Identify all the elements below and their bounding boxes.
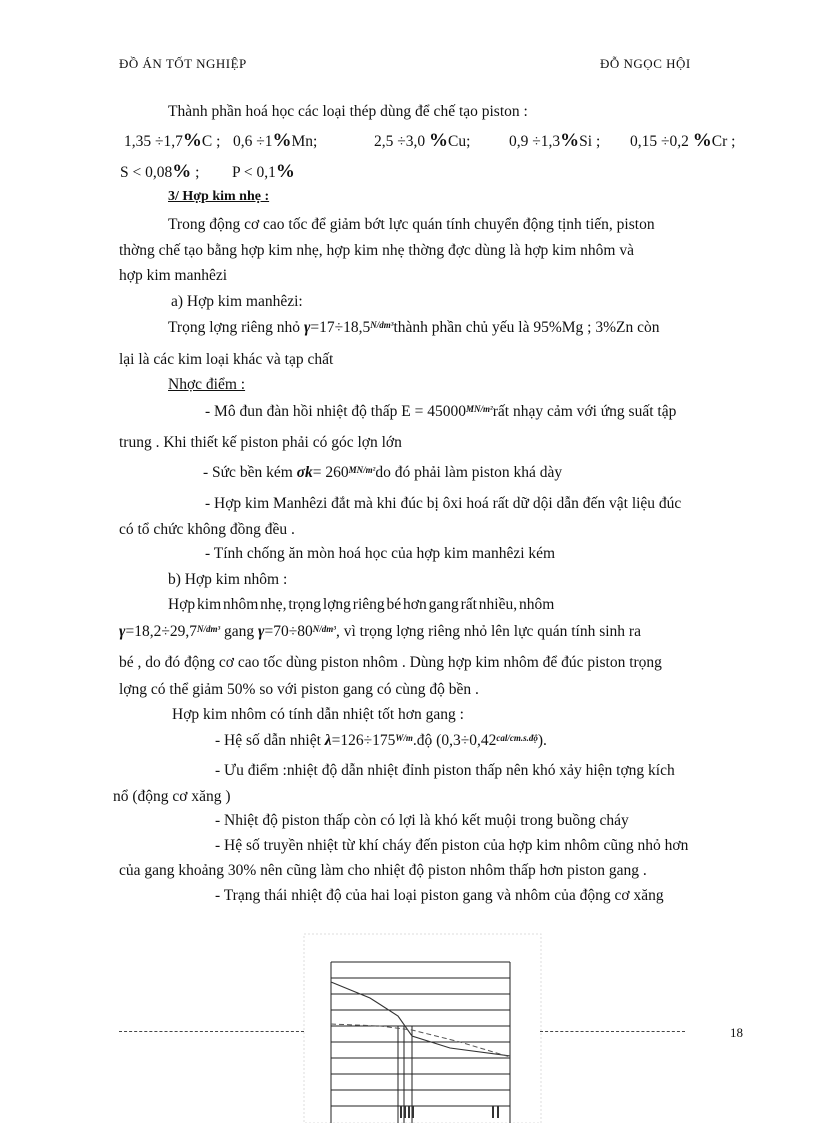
- disadvantages-heading: Nhợc điểm :: [168, 376, 246, 393]
- paragraph-line: Trọng lợng riêng nhỏ $\gamma=17\div 18,5^{N/dm^3}thành$ phần chủ yếu là 95%Mg ; 3%Zn còn: [168, 319, 660, 336]
- paragraph-line: của gang khoảng 30% nên cũng làm cho nhiệt độ piston nhôm thấp hơn piston gang .: [119, 862, 647, 879]
- paragraph-line: lại là các kim loại khác và tạp chất: [119, 351, 334, 368]
- header-right: ĐỖ NGỌC HỘI: [600, 56, 691, 71]
- paragraph-line: thờng chế tạo bằng hợp kim nhẹ, hợp kim nhẹ thờng đợc dùng là hợp kim nhôm và: [119, 242, 634, 259]
- paragraph-line: - Nhiệt độ piston thấp còn có lợi là khó kết muội trong buồng cháy: [215, 812, 629, 829]
- paragraph-line: - Trạng thái nhiệt độ của hai loại piston gang và nhôm của động cơ xăng: [215, 887, 664, 904]
- intro-line: Thành phần hoá học các loại thép dùng để chế tạo piston :: [168, 103, 528, 120]
- paragraph-line: hợp kim manhêzi: [119, 267, 228, 284]
- paragraph-line: - Ưu điểm :nhiệt độ dẫn nhiệt đỉnh piston thấp nên khó xảy hiện tợng kích: [215, 762, 675, 779]
- paragraph-line: Hợp kim nhôm nhẹ, trọng lợng riêng bé hơn gang rất nhiều, nhôm: [168, 596, 555, 613]
- subheading-magnesium: a) Hợp kim manhêzi:: [171, 293, 303, 310]
- paragraph-line: - Hợp kim Manhêzi đắt mà khi đúc bị ôxi hoá rất dữ dội dẫn đến vật liệu đúc: [205, 495, 682, 512]
- footer-divider-right: [540, 1031, 685, 1032]
- section-heading: 3/ Hợp kim nhẹ :: [168, 189, 270, 204]
- header-left: ĐỒ ÁN TỐT NGHIỆP: [119, 56, 247, 71]
- composition-p: P < 0,1%: [232, 161, 295, 182]
- subheading-aluminium: b) Hợp kim nhôm :: [168, 571, 288, 588]
- paragraph-line: có tổ chức không đồng đều .: [119, 521, 295, 538]
- composition-c: 1,35 ÷1,7%C ;: [124, 130, 221, 151]
- paragraph-line: bé , do đó động cơ cao tốc dùng piston nhôm . Dùng hợp kim nhôm để đúc piston trọng: [119, 654, 662, 671]
- paragraph-line: $\gamma=18,2\div 29,7^{N/dm^3}$ gang $\gamma=70\div 80^{N/dm^3}$, vì trọng lợng riêng nhỏ lên lực quán tính sinh ra: [119, 623, 641, 640]
- composition-mn: 0,6 ÷1%Mn;: [233, 130, 318, 151]
- paragraph-line: - Sức bền kém $\sigma k= 260^{MN/m^2}do$ đó phải làm piston khá dày: [203, 464, 563, 481]
- page-number: 18: [730, 1025, 743, 1040]
- piston-temperature-figure: [300, 930, 545, 1123]
- composition-cr: 0,15 ÷0,2 %Cr ;: [630, 130, 736, 151]
- composition-s: S < 0,08% ;: [120, 161, 200, 182]
- paragraph-line: nổ (động cơ xăng ): [113, 788, 231, 805]
- paragraph-line: - Hệ số dẫn nhiệt $\lambda=126\div 175^{W/m}.độ$ $(0,3\div 0,42^{cal/cm.s.độ})$.: [215, 732, 547, 749]
- composition-cu: 2,5 ÷3,0 %Cu;: [374, 130, 471, 151]
- footer-divider-left: [119, 1031, 304, 1032]
- paragraph-line: Hợp kim nhôm có tính dẫn nhiệt tốt hơn gang :: [172, 706, 464, 723]
- paragraph-line: - Tính chống ăn mòn hoá học của hợp kim manhêzi kém: [205, 545, 556, 562]
- composition-si: 0,9 ÷1,3%Si ;: [509, 130, 601, 151]
- paragraph-line: - Mô đun đàn hồi nhiệt độ thấp $E = 45000^{MN/m^2}rất$ nhạy cảm với ứng suất tập: [205, 403, 677, 420]
- paragraph-line: trung . Khi thiết kế piston phải có góc lợn lớn: [119, 434, 402, 451]
- paragraph-line: - Hệ số truyền nhiệt từ khí cháy đến piston của hợp kim nhôm cũng nhỏ hơn: [215, 837, 689, 854]
- paragraph-line: Trong động cơ cao tốc để giảm bớt lực quán tính chuyển động tịnh tiến, piston: [168, 216, 655, 233]
- paragraph-line: lợng có thể giảm 50% so với piston gang có cùng độ bền .: [119, 681, 479, 698]
